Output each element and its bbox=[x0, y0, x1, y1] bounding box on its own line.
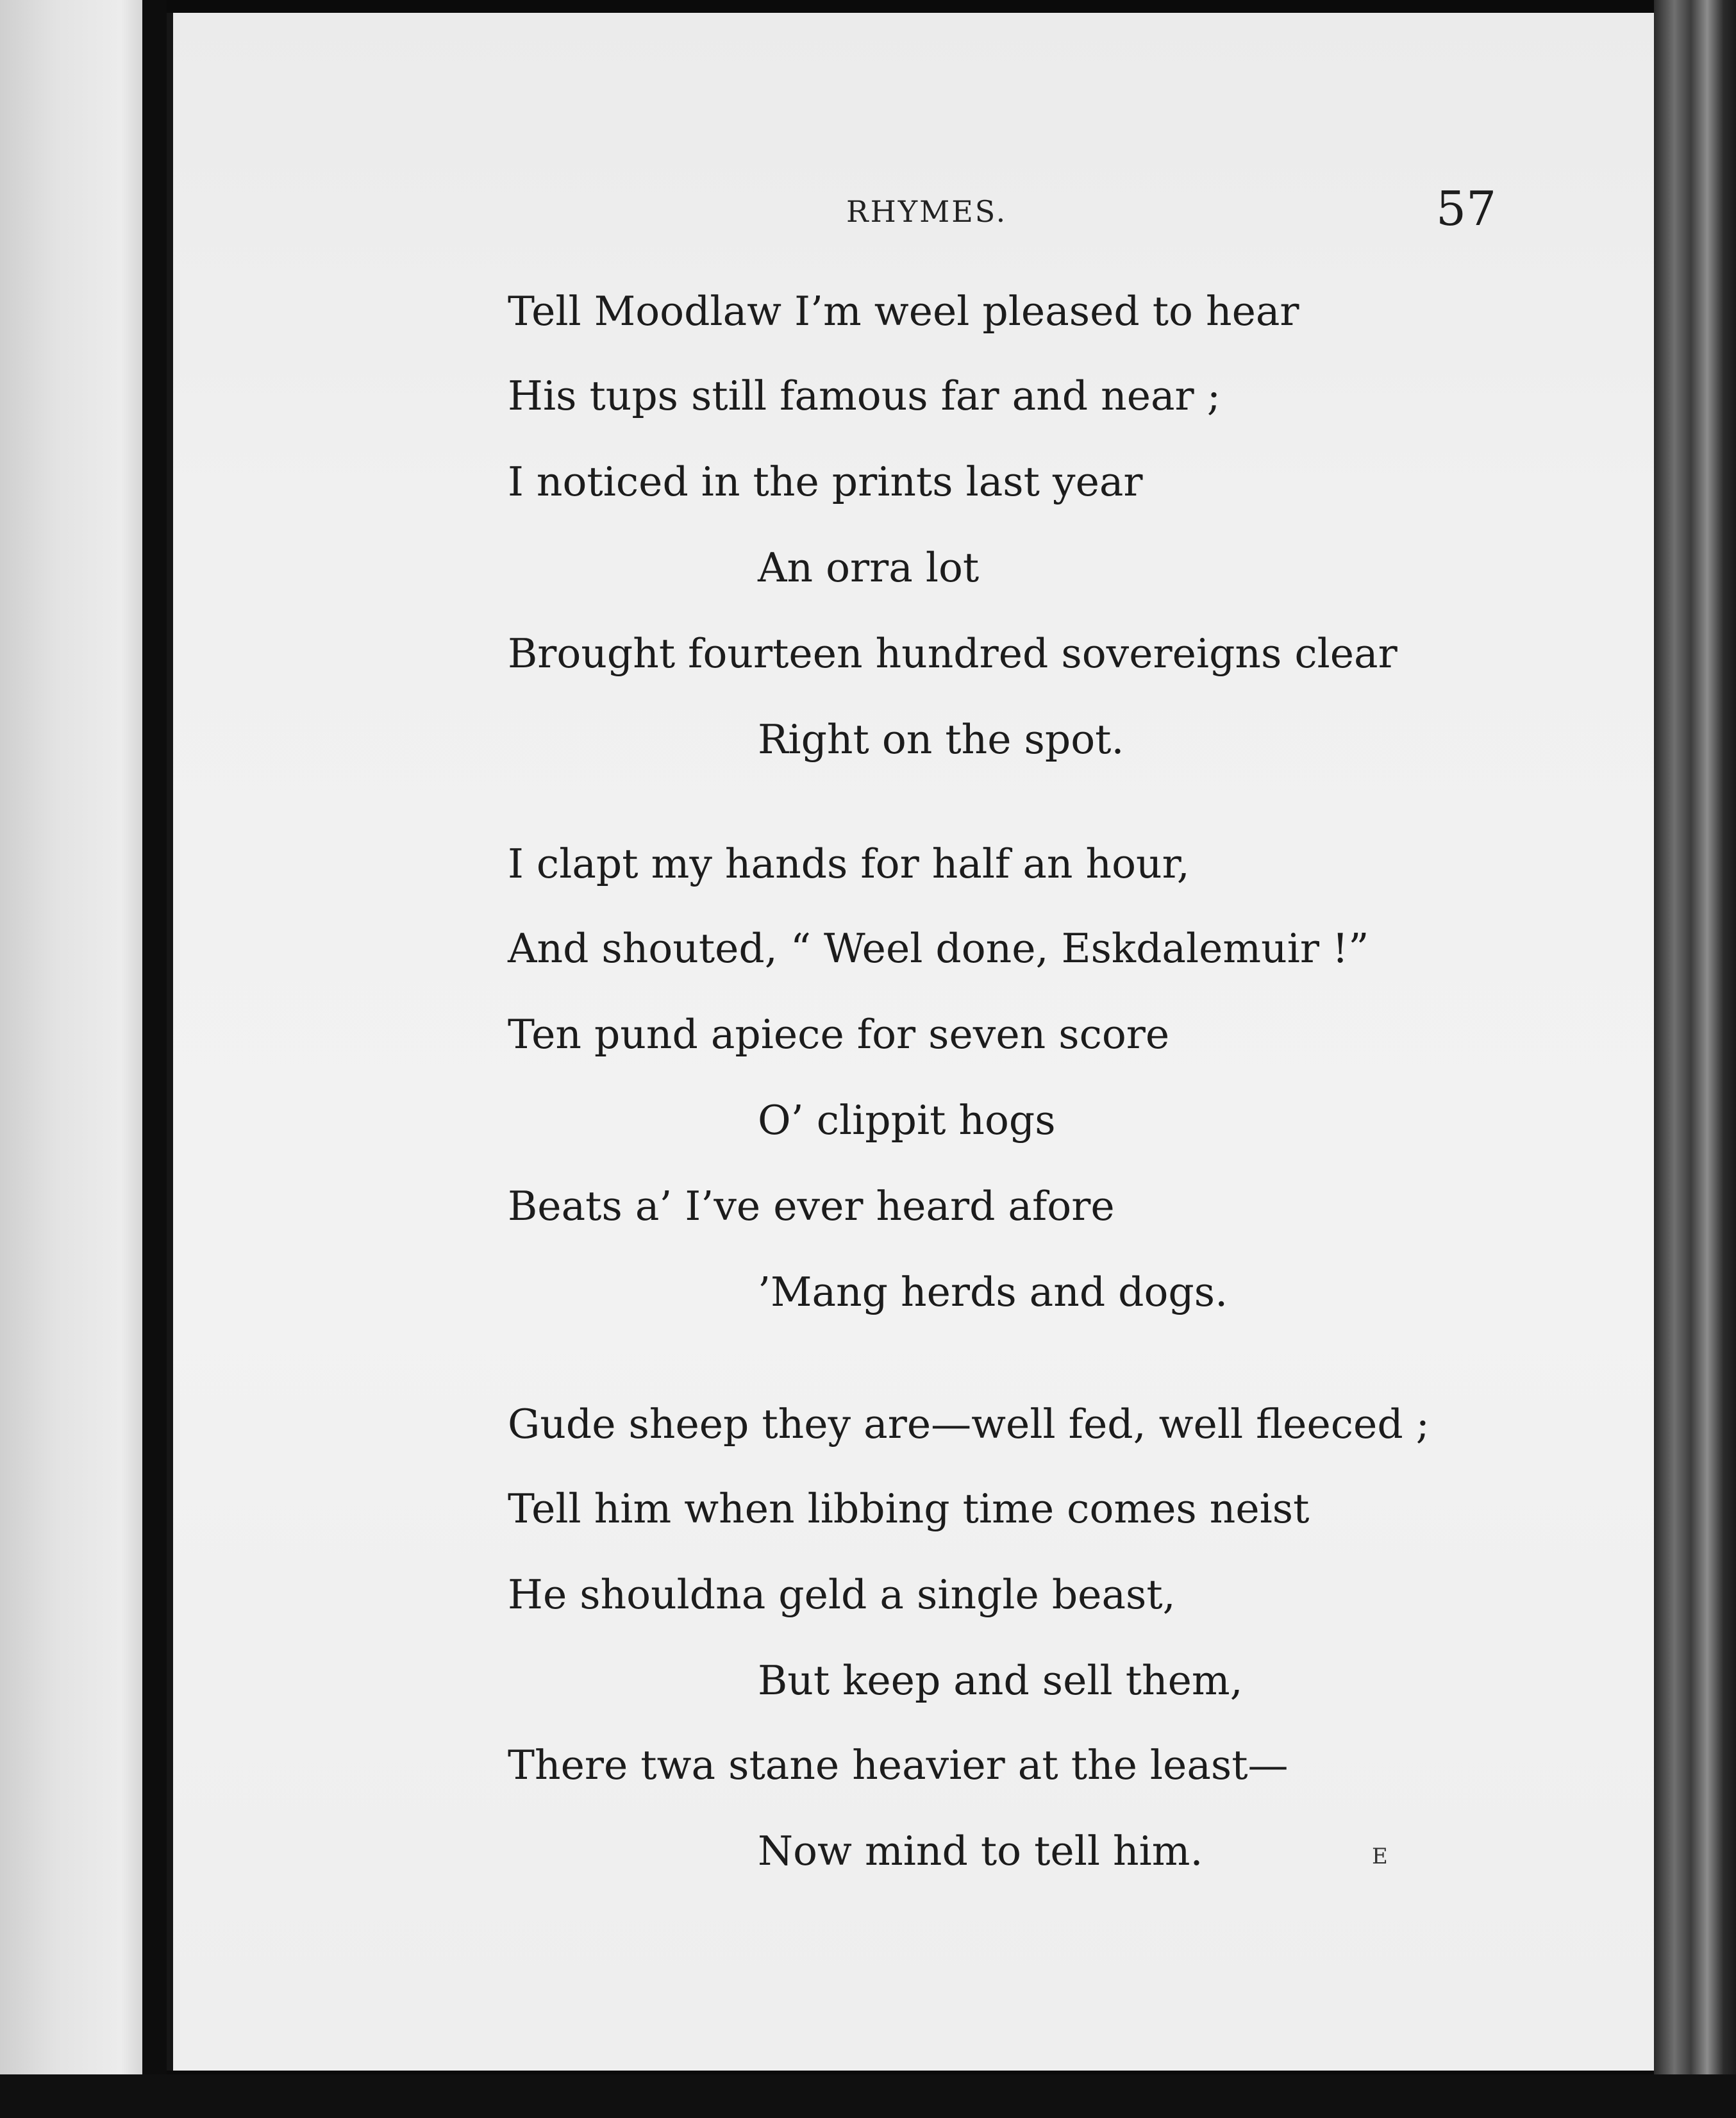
verse-line: Brought fourteen hundred sovereigns clear bbox=[508, 630, 1398, 677]
verse-line: Ten pund apiece for seven score bbox=[508, 1011, 1170, 1058]
verse-line: Tell Moodlaw I’m weel pleased to hear bbox=[508, 288, 1299, 335]
verse-line: An orra lot bbox=[758, 544, 980, 591]
verse-line: But keep and sell them, bbox=[758, 1657, 1243, 1704]
verse-line: And shouted, “ Weel done, Eskdalemuir !” bbox=[508, 925, 1369, 972]
verse-line: Beats a’ I’ve ever heard afore bbox=[508, 1183, 1115, 1230]
verse-line: I clapt my hands for half an hour, bbox=[508, 840, 1190, 887]
running-head: RHYMES. bbox=[846, 194, 1008, 229]
printer-signature-mark: E bbox=[1372, 1844, 1388, 1869]
verse-line: Tell him when libbing time comes neist bbox=[508, 1485, 1310, 1532]
verse-line: His tups still famous far and near ; bbox=[508, 372, 1221, 419]
verse-line: ’Mang herds and dogs. bbox=[758, 1269, 1228, 1315]
verse-line: Right on the spot. bbox=[758, 716, 1124, 763]
page-number: 57 bbox=[1436, 181, 1497, 237]
verse-line: He shouldna geld a single beast, bbox=[508, 1571, 1176, 1618]
verse-line: There twa stane heavier at the least— bbox=[508, 1742, 1289, 1789]
verse-line: Now mind to tell him. bbox=[758, 1828, 1203, 1874]
verse-line: I noticed in the prints last year bbox=[508, 458, 1143, 505]
verse-line: Gude sheep they are—well fed, well fleeced ; bbox=[508, 1401, 1430, 1447]
verse-line: O’ clippit hogs bbox=[758, 1097, 1056, 1144]
